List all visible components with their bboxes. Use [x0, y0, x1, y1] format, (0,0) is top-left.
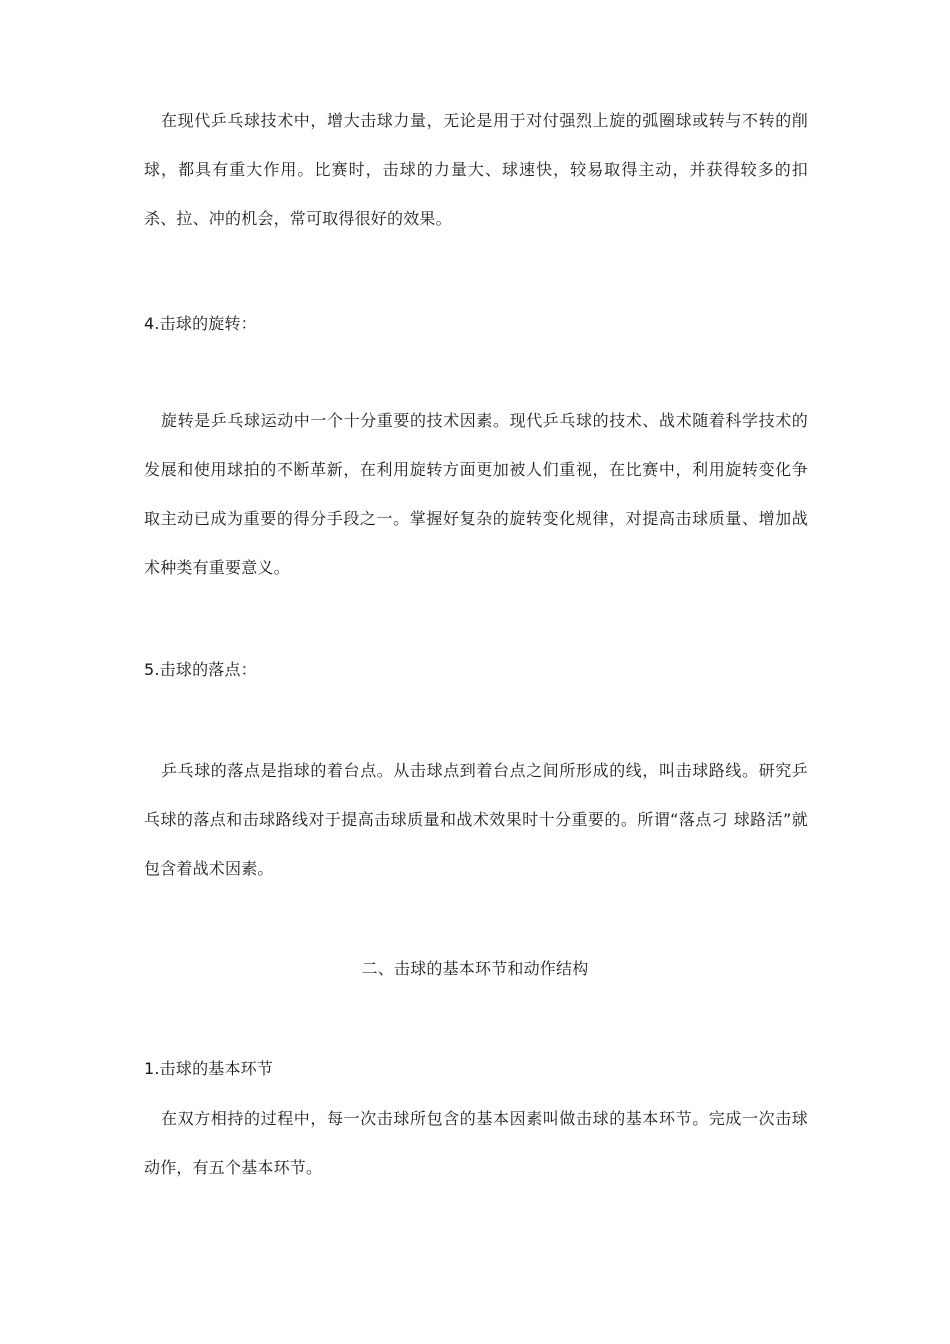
heading-basic-links: 1.击球的基本环节	[144, 1059, 274, 1078]
paragraph-placement: 乒乓球的落点是指球的着台点。从击球点到着台点之间所形成的线，叫击球路线。研究乒乓球的落点和击球路线对于提高击球质量和战术效果时十分重要的。所谓“落点刁 球路活”就包含着战术因素。	[144, 761, 808, 878]
section-title: 二、击球的基本环节和动作结构	[361, 959, 589, 978]
paragraph-basic-links: 在双方相持的过程中，每一次击球所包含的基本因素叫做击球的基本环节。完成一次击球动作，有五个基本环节。	[144, 1109, 808, 1177]
heading-spin: 4.击球的旋转：	[144, 314, 257, 333]
heading-placement: 5.击球的落点：	[144, 660, 257, 679]
paragraph-spin: 旋转是乒乓球运动中一个十分重要的技术因素。现代乒乓球的技术、战术随着科学技术的发展和使用球拍的不断革新，在利用旋转方面更加被人们重视，在比赛中，利用旋转变化争取主动已成为重要的得分手段之一。掌握好复杂的旋转变化规律，对提高击球质量、增加战术种类有重要意义。	[144, 411, 808, 577]
paragraph-strength: 在现代乒乓球技术中，增大击球力量，无论是用于对付强烈上旋的弧圈球或转与不转的削球，都具有重大作用。比赛时，击球的力量大、球速快，较易取得主动，并获得较多的扣杀、拉、冲的机会，常可取得很好的效果。	[144, 111, 808, 228]
